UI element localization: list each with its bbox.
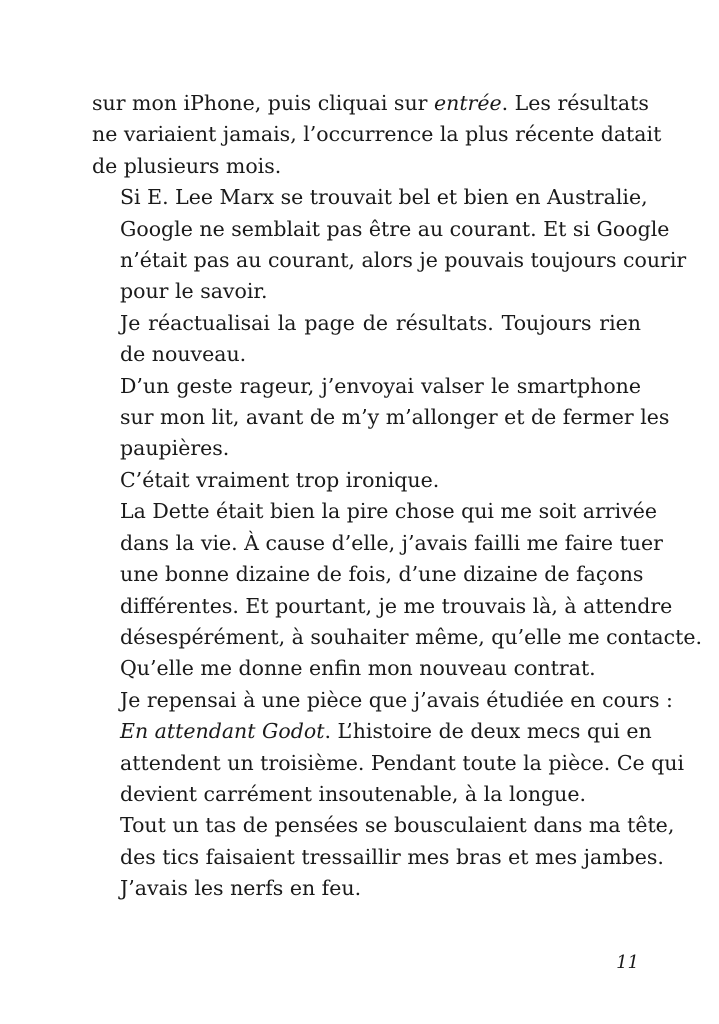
- text-line: [92, 622, 702, 653]
- text-run: paupières.: [120, 436, 230, 461]
- text-line: [92, 182, 648, 213]
- text-run: devient carrément insoutenable, à la longue.: [120, 781, 587, 806]
- text-line: [92, 276, 641, 307]
- text-line: [92, 591, 673, 622]
- text-run: Je réactualisai la page de résultats. Toujours rien: [120, 310, 641, 335]
- text-run: sur mon lit, avant de m’y m’allonger et de fermer les: [120, 405, 670, 430]
- text-line: [92, 402, 670, 433]
- text-run: C’était vraiment trop ironique.: [120, 467, 440, 492]
- text-run: de nouveau.: [120, 342, 247, 367]
- text-line: [92, 308, 641, 339]
- text-run: sur mon iPhone, puis cliquai sur: [92, 91, 434, 115]
- text-run: ne variaient jamais, l’occurrence la plus récente datait: [92, 122, 662, 147]
- text-line: [92, 842, 664, 873]
- text-run: dans la vie. À cause d’elle, j’avais failli me faire tuer: [120, 530, 663, 555]
- paragraph: [92, 308, 641, 371]
- text-line: [92, 245, 687, 276]
- paragraph: [92, 685, 685, 811]
- text-line: [92, 119, 662, 150]
- text-run: Je repensai à une pièce que j’avais étudiée en cours :: [120, 687, 673, 712]
- text-run: D’un geste rageur, j’envoyai valser le smartphone: [120, 373, 641, 398]
- text-run: . L’histoire de deux mecs qui en: [324, 719, 652, 744]
- paragraph: [92, 371, 670, 465]
- paragraph: [92, 465, 641, 496]
- text-line: [92, 528, 663, 559]
- body-text: [92, 88, 702, 905]
- text-run: Google ne semblait pas être au courant. Et si Google: [120, 216, 670, 241]
- text-run: Tout un tas de pensées se bousculaient dans ma tête,: [120, 813, 675, 838]
- text-run: La Dette était bien la pire chose qui me soit arrivée: [120, 499, 657, 524]
- text-run: pour le savoir.: [120, 279, 268, 304]
- text-run: de plusieurs mois.: [92, 153, 282, 178]
- text-run: . Les résultats: [501, 91, 649, 115]
- text-line: [92, 433, 641, 464]
- text-line: [92, 88, 649, 119]
- text-line: [92, 685, 673, 716]
- paragraph: [92, 88, 662, 182]
- text-line: [92, 496, 657, 527]
- text-run: Qu’elle me donne enfin mon nouveau contrat.: [120, 656, 596, 681]
- text-run: Si E. Lee Marx se trouvait bel et bien en Australie,: [120, 185, 648, 210]
- text-line: [92, 214, 670, 245]
- text-line: [92, 465, 641, 496]
- text-line: [92, 653, 641, 684]
- text-run: une bonne dizaine de fois, d’une dizaine de façons: [120, 562, 644, 587]
- text-run: désespérément, à souhaiter même, qu’elle me contacte.: [120, 624, 702, 649]
- page-number: 11: [616, 952, 639, 973]
- text-run: des tics faisaient tressaillir mes bras et mes jambes.: [120, 844, 664, 869]
- text-line: [92, 873, 641, 904]
- paragraph: [92, 182, 687, 308]
- text-line: [92, 779, 641, 810]
- text-line: [92, 810, 675, 841]
- text-line: [92, 151, 641, 182]
- text-line: [92, 748, 685, 779]
- text-line: [92, 339, 641, 370]
- paragraph: [92, 496, 702, 684]
- text-run: attendent un troisième. Pendant toute la pièce. Ce qui: [120, 750, 685, 775]
- text-line: [92, 371, 641, 402]
- italic-title: entrée: [433, 91, 502, 115]
- italic-title: En attendant Godot: [120, 719, 325, 744]
- text-run: n’était pas au courant, alors je pouvais toujours courir: [120, 248, 687, 273]
- paragraph: [92, 810, 675, 904]
- text-run: différentes. Et pourtant, je me trouvais là, à attendre: [120, 593, 673, 618]
- text-run: J’avais les nerfs en feu.: [120, 876, 362, 901]
- text-line: [92, 716, 652, 747]
- text-line: [92, 559, 644, 590]
